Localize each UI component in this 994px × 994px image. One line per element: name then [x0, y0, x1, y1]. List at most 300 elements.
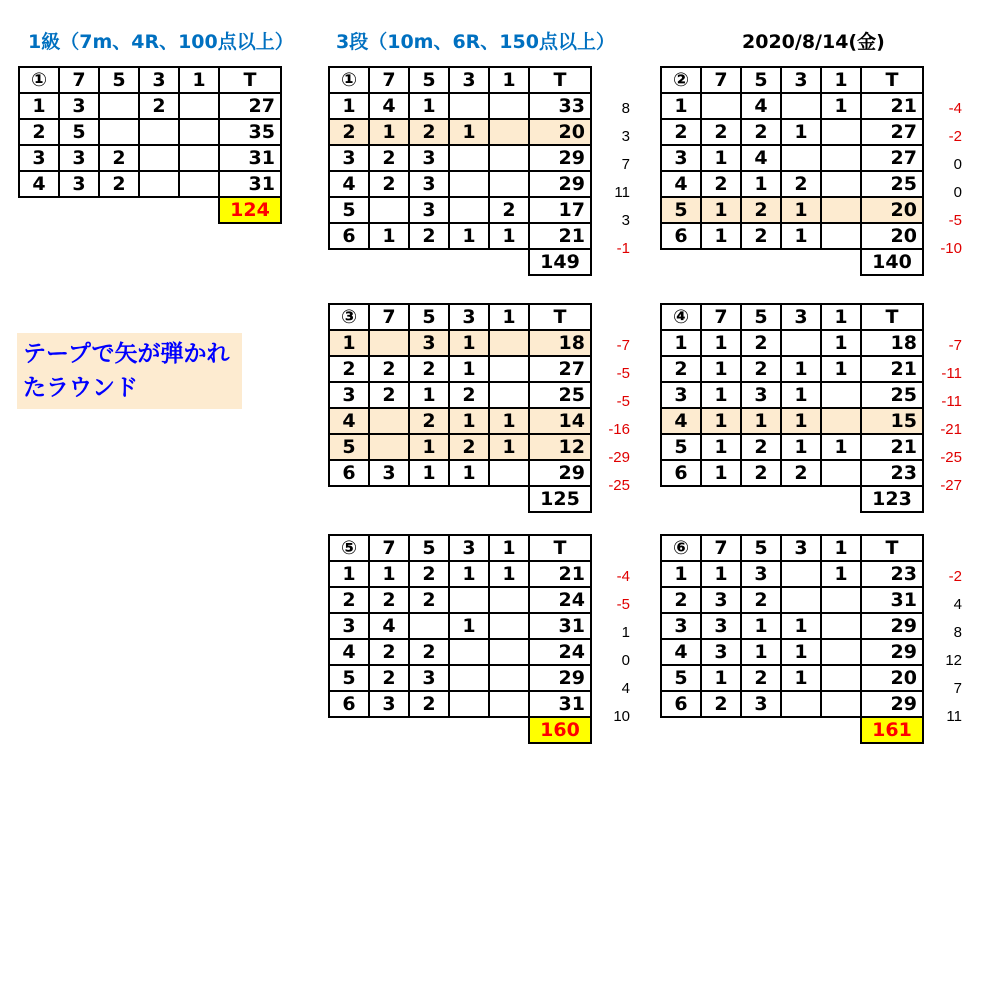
hit-count-cell: 1: [701, 382, 741, 408]
hit-count-cell: 3: [59, 171, 99, 197]
score-row: [661, 197, 923, 223]
score-difference: 3: [621, 128, 630, 145]
header-cell: 7: [701, 304, 741, 330]
score-row: [329, 639, 591, 665]
hit-count-cell: 3: [409, 145, 449, 171]
hit-count-cell: [139, 171, 179, 197]
score-difference: 0: [953, 184, 962, 201]
grand-total-cell: 140: [861, 249, 923, 275]
hit-count-cell: 1: [741, 171, 781, 197]
hit-count-cell: 3: [701, 587, 741, 613]
hit-count-cell: 1: [409, 460, 449, 486]
hit-count-cell: 1: [409, 434, 449, 460]
hit-count-cell: 2: [369, 587, 409, 613]
end-total-cell: 18: [861, 330, 923, 356]
score-row: [19, 171, 281, 197]
end-number-cell: 5: [661, 665, 701, 691]
end-number-cell: 2: [329, 356, 369, 382]
hit-count-cell: 1: [701, 665, 741, 691]
end-total-cell: 21: [861, 93, 923, 119]
hit-count-cell: 1: [449, 613, 489, 639]
end-total-cell: 29: [861, 613, 923, 639]
hit-count-cell: 2: [409, 639, 449, 665]
hit-count-cell: [489, 119, 529, 145]
set-number-cell: ①: [19, 67, 59, 93]
end-total-cell: 29: [529, 665, 591, 691]
score-difference: -5: [616, 596, 630, 613]
header-cell: 3: [449, 304, 489, 330]
hit-count-cell: 1: [741, 613, 781, 639]
score-row: [329, 356, 591, 382]
hit-count-cell: [369, 408, 409, 434]
hit-count-cell: 1: [781, 639, 821, 665]
header-cell: 7: [59, 67, 99, 93]
end-number-cell: 4: [19, 171, 59, 197]
end-number-cell: 1: [661, 330, 701, 356]
header-cell: 5: [741, 67, 781, 93]
header-cell: 5: [741, 304, 781, 330]
score-difference: 10: [613, 708, 630, 725]
score-row: [329, 145, 591, 171]
end-number-cell: 1: [19, 93, 59, 119]
hit-count-cell: 4: [369, 93, 409, 119]
grand-total-cell: 160: [529, 717, 591, 743]
end-total-cell: 29: [861, 639, 923, 665]
grand-total-row: [19, 197, 281, 223]
hit-count-cell: [489, 171, 529, 197]
total-row-spacer: [661, 717, 861, 743]
score-difference: 11: [614, 184, 630, 201]
hit-count-cell: 1: [701, 223, 741, 249]
hit-count-cell: 2: [409, 587, 449, 613]
header-cell: 1: [179, 67, 219, 93]
end-number-cell: 3: [19, 145, 59, 171]
header-row: [329, 67, 591, 93]
hit-count-cell: 1: [409, 93, 449, 119]
hit-count-cell: 4: [741, 93, 781, 119]
end-number-cell: 2: [661, 356, 701, 382]
score-row: [329, 119, 591, 145]
hit-count-cell: [449, 587, 489, 613]
hit-count-cell: [489, 587, 529, 613]
hit-count-cell: 2: [781, 460, 821, 486]
hit-count-cell: 2: [369, 639, 409, 665]
end-total-cell: 35: [219, 119, 281, 145]
end-total-cell: 29: [529, 171, 591, 197]
hit-count-cell: 1: [781, 408, 821, 434]
hit-count-cell: 2: [449, 382, 489, 408]
score-difference: 4: [953, 596, 962, 613]
hit-count-cell: [369, 197, 409, 223]
end-total-cell: 12: [529, 434, 591, 460]
header-cell: 1: [821, 304, 861, 330]
header-cell: T: [529, 304, 591, 330]
end-number-cell: 5: [661, 197, 701, 223]
score-row: [329, 691, 591, 717]
hit-count-cell: 1: [701, 434, 741, 460]
end-total-cell: 20: [861, 223, 923, 249]
score-row: [661, 561, 923, 587]
score-difference: 1: [621, 624, 630, 641]
end-number-cell: 2: [661, 119, 701, 145]
end-number-cell: 4: [329, 639, 369, 665]
hit-count-cell: [139, 119, 179, 145]
end-total-cell: 31: [529, 613, 591, 639]
hit-count-cell: 3: [369, 691, 409, 717]
set-number-cell: ①: [329, 67, 369, 93]
hit-count-cell: [489, 691, 529, 717]
grade1-table: [18, 66, 282, 224]
end-total-cell: 20: [861, 197, 923, 223]
hit-count-cell: 1: [821, 93, 861, 119]
end-number-cell: 6: [661, 460, 701, 486]
header-cell: 5: [409, 67, 449, 93]
hit-count-cell: 2: [369, 171, 409, 197]
hit-count-cell: 1: [781, 665, 821, 691]
end-total-cell: 33: [529, 93, 591, 119]
hit-count-cell: 2: [741, 119, 781, 145]
header-cell: 3: [449, 535, 489, 561]
end-number-cell: 2: [661, 587, 701, 613]
score-difference: -27: [940, 477, 962, 494]
hit-count-cell: [821, 691, 861, 717]
header-row: [329, 304, 591, 330]
hit-count-cell: 1: [781, 613, 821, 639]
end-number-cell: 6: [329, 460, 369, 486]
header-cell: 3: [781, 535, 821, 561]
score-difference: -4: [948, 100, 962, 117]
grand-total-row: [661, 717, 923, 743]
score-difference: -1: [616, 240, 630, 257]
hit-count-cell: [781, 691, 821, 717]
score-difference: 11: [946, 708, 962, 725]
hit-count-cell: [489, 93, 529, 119]
score-difference: 3: [621, 212, 630, 229]
end-total-cell: 18: [529, 330, 591, 356]
hit-count-cell: 1: [449, 356, 489, 382]
hit-count-cell: 3: [409, 665, 449, 691]
hit-count-cell: 2: [701, 171, 741, 197]
hit-count-cell: [821, 223, 861, 249]
score-row: [329, 197, 591, 223]
end-number-cell: 3: [661, 382, 701, 408]
hit-count-cell: [781, 145, 821, 171]
end-number-cell: 5: [329, 665, 369, 691]
end-total-cell: 23: [861, 561, 923, 587]
hit-count-cell: [409, 613, 449, 639]
end-number-cell: 3: [661, 145, 701, 171]
score-row: [19, 145, 281, 171]
header-cell: 1: [489, 535, 529, 561]
score-difference: 0: [953, 156, 962, 173]
grade1-heading: 1級（7m、4R、100点以上）: [28, 31, 294, 53]
set-6-table: [660, 534, 924, 744]
end-total-cell: 14: [529, 408, 591, 434]
hit-count-cell: 1: [781, 119, 821, 145]
end-total-cell: 27: [529, 356, 591, 382]
header-cell: 5: [99, 67, 139, 93]
header-cell: 7: [701, 67, 741, 93]
header-cell: T: [219, 67, 281, 93]
hit-count-cell: 1: [449, 408, 489, 434]
end-total-cell: 24: [529, 639, 591, 665]
score-difference: 4: [621, 680, 630, 697]
hit-count-cell: 2: [489, 197, 529, 223]
score-row: [329, 223, 591, 249]
hit-count-cell: [781, 587, 821, 613]
score-row: [329, 613, 591, 639]
end-total-cell: 29: [529, 145, 591, 171]
end-total-cell: 31: [219, 145, 281, 171]
hit-count-cell: 1: [369, 561, 409, 587]
hit-count-cell: 2: [369, 145, 409, 171]
grand-total-cell: 124: [219, 197, 281, 223]
hit-count-cell: 1: [821, 434, 861, 460]
hit-count-cell: [449, 639, 489, 665]
dan3-heading: 3段（10m、6R、150点以上）: [336, 31, 615, 53]
grand-total-row: [329, 486, 591, 512]
hit-count-cell: 3: [701, 613, 741, 639]
end-number-cell: 2: [329, 119, 369, 145]
total-row-spacer: [661, 249, 861, 275]
header-cell: T: [529, 535, 591, 561]
header-cell: 5: [409, 304, 449, 330]
hit-count-cell: 1: [821, 330, 861, 356]
grand-total-row: [661, 486, 923, 512]
hit-count-cell: 1: [701, 197, 741, 223]
score-row: [661, 665, 923, 691]
score-row: [661, 408, 923, 434]
end-number-cell: 5: [661, 434, 701, 460]
header-row: [661, 67, 923, 93]
hit-count-cell: 1: [369, 223, 409, 249]
score-difference: -4: [616, 568, 630, 585]
hit-count-cell: 1: [449, 330, 489, 356]
hit-count-cell: [781, 561, 821, 587]
score-difference: -10: [940, 240, 962, 257]
end-total-cell: 21: [861, 434, 923, 460]
hit-count-cell: 2: [741, 434, 781, 460]
hit-count-cell: [821, 197, 861, 223]
end-total-cell: 31: [219, 171, 281, 197]
hit-count-cell: 2: [741, 460, 781, 486]
header-cell: 3: [449, 67, 489, 93]
end-total-cell: 31: [861, 587, 923, 613]
end-total-cell: 25: [861, 382, 923, 408]
hit-count-cell: 3: [701, 639, 741, 665]
score-difference: 8: [953, 624, 962, 641]
end-total-cell: 24: [529, 587, 591, 613]
hit-count-cell: [489, 356, 529, 382]
score-difference: -7: [948, 337, 962, 354]
hit-count-cell: [449, 145, 489, 171]
hit-count-cell: 1: [489, 434, 529, 460]
hit-count-cell: 2: [741, 587, 781, 613]
hit-count-cell: [449, 197, 489, 223]
score-difference: 7: [953, 680, 962, 697]
hit-count-cell: [99, 119, 139, 145]
end-total-cell: 17: [529, 197, 591, 223]
hit-count-cell: 2: [409, 691, 449, 717]
hit-count-cell: [489, 145, 529, 171]
hit-count-cell: [821, 145, 861, 171]
hit-count-cell: [489, 639, 529, 665]
hit-count-cell: 1: [489, 408, 529, 434]
score-difference: 8: [621, 100, 630, 117]
total-row-spacer: [661, 486, 861, 512]
hit-count-cell: [821, 639, 861, 665]
total-row-spacer: [19, 197, 219, 223]
hit-count-cell: 3: [59, 93, 99, 119]
score-row: [661, 330, 923, 356]
hit-count-cell: 2: [781, 171, 821, 197]
end-number-cell: 5: [329, 197, 369, 223]
hit-count-cell: [821, 119, 861, 145]
hit-count-cell: 3: [409, 171, 449, 197]
score-row: [329, 93, 591, 119]
set-3-table: [328, 303, 592, 513]
hit-count-cell: [369, 330, 409, 356]
end-total-cell: 27: [861, 145, 923, 171]
hit-count-cell: 1: [701, 356, 741, 382]
hit-count-cell: [449, 171, 489, 197]
score-row: [661, 119, 923, 145]
end-total-cell: 15: [861, 408, 923, 434]
hit-count-cell: 1: [489, 223, 529, 249]
score-difference: -25: [608, 477, 630, 494]
header-cell: T: [529, 67, 591, 93]
hit-count-cell: 1: [821, 561, 861, 587]
header-row: [19, 67, 281, 93]
hit-count-cell: 4: [741, 145, 781, 171]
total-row-spacer: [329, 486, 529, 512]
score-row: [329, 330, 591, 356]
header-cell: 7: [369, 535, 409, 561]
grand-total-cell: 125: [529, 486, 591, 512]
end-total-cell: 29: [529, 460, 591, 486]
hit-count-cell: 1: [449, 223, 489, 249]
hit-count-cell: 1: [449, 119, 489, 145]
hit-count-cell: 3: [741, 382, 781, 408]
header-cell: 7: [701, 535, 741, 561]
end-number-cell: 1: [661, 93, 701, 119]
hit-count-cell: 1: [701, 408, 741, 434]
score-row: [329, 408, 591, 434]
hit-count-cell: 1: [701, 330, 741, 356]
set-number-cell: ③: [329, 304, 369, 330]
hit-count-cell: 3: [741, 691, 781, 717]
hit-count-cell: [449, 93, 489, 119]
score-difference: -11: [941, 365, 962, 382]
score-row: [329, 382, 591, 408]
hit-count-cell: 3: [409, 197, 449, 223]
hit-count-cell: 2: [741, 330, 781, 356]
end-total-cell: 21: [861, 356, 923, 382]
end-number-cell: 3: [329, 382, 369, 408]
set-1-table: [328, 66, 592, 276]
end-total-cell: 21: [529, 561, 591, 587]
end-number-cell: 6: [661, 691, 701, 717]
score-row: [19, 93, 281, 119]
hit-count-cell: [489, 382, 529, 408]
hit-count-cell: 1: [449, 561, 489, 587]
hit-count-cell: 3: [59, 145, 99, 171]
hit-count-cell: [99, 93, 139, 119]
total-row-spacer: [329, 717, 529, 743]
hit-count-cell: 1: [489, 561, 529, 587]
header-cell: 3: [139, 67, 179, 93]
hit-count-cell: [179, 171, 219, 197]
score-row: [661, 171, 923, 197]
hit-count-cell: 1: [741, 639, 781, 665]
hit-count-cell: 2: [369, 382, 409, 408]
end-total-cell: 27: [861, 119, 923, 145]
score-difference: -2: [948, 128, 962, 145]
end-total-cell: 27: [219, 93, 281, 119]
hit-count-cell: 3: [409, 330, 449, 356]
end-number-cell: 4: [329, 171, 369, 197]
end-total-cell: 25: [529, 382, 591, 408]
hit-count-cell: 2: [409, 561, 449, 587]
hit-count-cell: [449, 665, 489, 691]
hit-count-cell: 2: [369, 356, 409, 382]
end-total-cell: 20: [529, 119, 591, 145]
hit-count-cell: 2: [409, 408, 449, 434]
end-number-cell: 6: [329, 691, 369, 717]
hit-count-cell: 2: [449, 434, 489, 460]
hit-count-cell: [489, 460, 529, 486]
hit-count-cell: [701, 93, 741, 119]
header-row: [329, 535, 591, 561]
header-row: [661, 304, 923, 330]
score-difference: -7: [616, 337, 630, 354]
hit-count-cell: 2: [701, 691, 741, 717]
hit-count-cell: 1: [781, 356, 821, 382]
header-row: [661, 535, 923, 561]
end-number-cell: 2: [19, 119, 59, 145]
end-number-cell: 5: [329, 434, 369, 460]
header-cell: 1: [489, 304, 529, 330]
header-cell: T: [861, 304, 923, 330]
end-total-cell: 31: [529, 691, 591, 717]
score-row: [329, 587, 591, 613]
header-cell: T: [861, 67, 923, 93]
hit-count-cell: 1: [701, 460, 741, 486]
hit-count-cell: 1: [409, 382, 449, 408]
score-row: [329, 561, 591, 587]
hit-count-cell: 2: [99, 145, 139, 171]
hit-count-cell: [489, 665, 529, 691]
hit-count-cell: 2: [99, 171, 139, 197]
hit-count-cell: 1: [781, 434, 821, 460]
end-number-cell: 1: [329, 330, 369, 356]
score-row: [661, 587, 923, 613]
hit-count-cell: 2: [741, 197, 781, 223]
hit-count-cell: 1: [369, 119, 409, 145]
taped-round-note: テープで矢が弾かれたラウンド: [17, 333, 242, 409]
hit-count-cell: 1: [449, 460, 489, 486]
hit-count-cell: 4: [369, 613, 409, 639]
score-row: [661, 93, 923, 119]
end-number-cell: 2: [329, 587, 369, 613]
hit-count-cell: 2: [409, 356, 449, 382]
hit-count-cell: 1: [781, 382, 821, 408]
header-cell: 5: [409, 535, 449, 561]
hit-count-cell: [821, 171, 861, 197]
score-difference: -5: [616, 365, 630, 382]
hit-count-cell: [449, 691, 489, 717]
header-cell: 3: [781, 304, 821, 330]
